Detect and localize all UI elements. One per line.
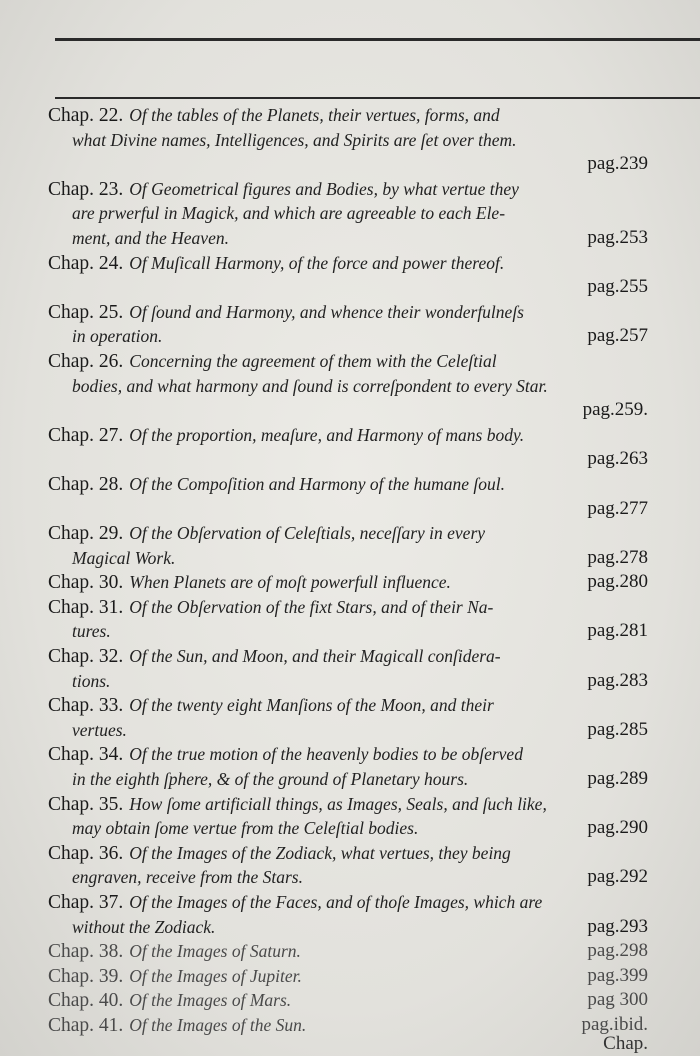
page-reference: pag.277: [587, 497, 648, 519]
page-reference: pag.285: [587, 718, 648, 740]
page-reference: pag 300: [587, 989, 648, 1011]
chapter-number: Chap. 37.: [48, 892, 124, 913]
chapter-title: Of the Images of the Zodiack, what vertues, they being: [129, 842, 511, 863]
toc-line: [48, 103, 648, 128]
chapter-title: Of the Images of the Sun.: [129, 1014, 307, 1035]
toc-line: [48, 669, 648, 694]
chapter-title: How ſome artificiall things, as Images, Seals, and ſuch like,: [129, 793, 547, 814]
toc-line: [48, 718, 648, 743]
chapter-title: in the eighth ſphere, & of the ground of Planetary hours.: [72, 769, 469, 790]
toc-line: [48, 423, 648, 448]
toc-entry: [48, 423, 648, 472]
toc-line: [48, 349, 648, 374]
toc-entry: [48, 570, 648, 595]
toc-entry: [48, 349, 648, 423]
page-reference: pag.263: [587, 448, 648, 470]
page-reference: pag.283: [587, 669, 648, 691]
page-reference: pag.281: [587, 620, 648, 642]
chapter-title: Magical Work.: [72, 547, 176, 568]
toc-line: [48, 595, 648, 620]
toc-line: [48, 865, 648, 890]
toc-line: [48, 152, 648, 177]
toc-line: [48, 816, 648, 841]
catchword: Chap.: [603, 1033, 648, 1054]
toc-line: [48, 792, 648, 817]
toc-entry: [48, 251, 648, 300]
table-of-contents: [48, 103, 648, 1038]
page-reference: pag.293: [587, 915, 648, 937]
chapter-title: without the Zodiack.: [72, 916, 216, 937]
page-reference: pag.290: [587, 817, 648, 839]
toc-line: [48, 841, 648, 866]
chapter-title: are prwerful in Magick, and which are agreeable to each Ele-: [72, 203, 506, 224]
chapter-title: When Planets are of moſt powerfull influence.: [129, 572, 451, 593]
chapter-number: Chap. 36.: [48, 842, 124, 864]
toc-entry: [48, 939, 648, 964]
toc-line: [48, 890, 648, 915]
chapter-title: Of the Compoſition and Harmony of the humane ſoul.: [129, 473, 506, 494]
chapter-number: Chap. 24.: [48, 252, 124, 274]
toc-entry: [48, 988, 648, 1013]
chapter-number: Chap. 30.: [48, 572, 124, 594]
toc-line: [48, 644, 648, 669]
toc-line: [48, 374, 648, 399]
toc-line: [48, 398, 648, 423]
chapter-number: Chap. 32.: [48, 646, 124, 668]
page-reference: pag.257: [587, 325, 648, 347]
chapter-title: Of the proportion, meaſure, and Harmony of mans body.: [129, 424, 525, 445]
toc-line: [48, 128, 648, 153]
page-reference: pag.292: [587, 866, 648, 888]
toc-line: [48, 275, 648, 300]
toc-line: [48, 324, 648, 349]
toc-line: [48, 1013, 648, 1038]
chapter-number: Chap. 29.: [48, 523, 124, 545]
page-reference: pag.399: [587, 964, 648, 986]
toc-line: [48, 570, 648, 595]
toc-line: [48, 693, 648, 718]
toc-line: [48, 988, 648, 1013]
chapter-title: vertues.: [72, 719, 127, 740]
chapter-title: bodies, and what harmony and ſound is correſpondent to every Star.: [72, 375, 548, 396]
chapter-title: Of the Obſervation of the fixt Stars, and of their Na-: [129, 596, 494, 617]
toc-line: [48, 177, 648, 202]
chapter-number: Chap. 39.: [48, 965, 124, 987]
toc-entry: [48, 1013, 648, 1038]
page-reference: pag.278: [587, 546, 648, 568]
chapter-title: Concerning the agreement of them with the Celeſtial: [129, 350, 497, 371]
toc-line: [48, 497, 648, 522]
chapter-title: in operation.: [72, 326, 163, 347]
top-rule: [55, 38, 700, 41]
toc-line: [48, 939, 648, 964]
toc-entry: [48, 964, 648, 989]
header-rule: [55, 97, 700, 99]
toc-entry: [48, 841, 648, 890]
chapter-number: Chap. 38.: [48, 941, 124, 963]
chapter-title: what Divine names, Intelligences, and Spirits are ſet over them.: [72, 129, 517, 150]
chapter-title: may obtain ſome vertue from the Celeſtial bodies.: [72, 818, 419, 839]
toc-entry: [48, 792, 648, 841]
chapter-number: Chap. 28.: [48, 473, 124, 495]
chapter-number: Chap. 31.: [48, 596, 124, 618]
chapter-number: Chap. 35.: [48, 793, 124, 815]
toc-entry: [48, 644, 648, 693]
toc-line: [48, 546, 648, 571]
page-reference: pag.289: [587, 768, 648, 790]
chapter-title: Of Muſicall Harmony, of the force and power thereof.: [129, 252, 505, 273]
chapter-number: Chap. 34.: [48, 744, 124, 766]
chapter-number: Chap. 26.: [48, 350, 124, 372]
chapter-number: Chap. 22.: [48, 105, 124, 126]
toc-line: [48, 964, 648, 989]
toc-entry: [48, 521, 648, 570]
toc-entry: [48, 693, 648, 742]
toc-line: [48, 300, 648, 325]
toc-entry: [48, 890, 648, 939]
toc-line: [48, 226, 648, 251]
chapter-title: Of the tables of the Planets, their vertues, forms, and: [129, 105, 500, 125]
chapter-title: Of the Images of Saturn.: [129, 941, 301, 962]
chapter-number: Chap. 27.: [48, 424, 124, 446]
toc-line: [48, 447, 648, 472]
page-reference: pag.259.: [582, 399, 648, 421]
toc-line: [48, 767, 648, 792]
chapter-number: Chap. 41.: [48, 1014, 124, 1036]
chapter-title: Of the twenty eight Manſions of the Moon, and their: [129, 695, 494, 716]
chapter-title: engraven, receive from the Stars.: [72, 867, 303, 888]
chapter-title: Of the true motion of the heavenly bodies to be obſerved: [129, 744, 523, 765]
page-reference: pag.239: [587, 153, 648, 175]
toc-line: [48, 201, 648, 226]
toc-entry: [48, 300, 648, 349]
chapter-title: Of the Sun, and Moon, and their Magicall conſidera-: [129, 646, 501, 667]
toc-line: [48, 619, 648, 644]
chapter-number: Chap. 33.: [48, 695, 124, 717]
chapter-title: Of the Images of the Faces, and of thoſe Images, which are: [129, 892, 543, 912]
page-reference: pag.253: [587, 226, 648, 248]
toc-entry: [48, 595, 648, 644]
toc-entry: [48, 103, 648, 177]
chapter-number: Chap. 23.: [48, 178, 124, 200]
chapter-title: Of the Images of Mars.: [129, 990, 292, 1011]
toc-entry: [48, 742, 648, 791]
toc-entry: [48, 177, 648, 251]
chapter-title: tions.: [72, 670, 111, 691]
chapter-title: ment, and the Heaven.: [72, 227, 229, 248]
chapter-title: Of the Obſervation of Celeſtials, neceſſary in every: [129, 523, 486, 544]
chapter-title: Of Geometrical figures and Bodies, by what vertue they: [129, 178, 519, 199]
chapter-title: Of the Images of Jupiter.: [129, 965, 302, 986]
chapter-title: tures.: [72, 621, 111, 642]
toc-line: [48, 521, 648, 546]
page-reference: pag.ibid.: [581, 1013, 648, 1035]
chapter-title: Of ſound and Harmony, and whence their wonderfulneſs: [129, 301, 524, 322]
toc-line: [48, 251, 648, 276]
toc-line: [48, 742, 648, 767]
page-reference: pag.280: [587, 571, 648, 593]
chapter-number: Chap. 40.: [48, 990, 124, 1012]
page-reference: pag.298: [587, 940, 648, 962]
page-reference: pag.255: [587, 276, 648, 298]
chapter-number: Chap. 25.: [48, 301, 124, 323]
toc-line: [48, 915, 648, 940]
toc-line: [48, 472, 648, 497]
toc-entry: [48, 472, 648, 521]
